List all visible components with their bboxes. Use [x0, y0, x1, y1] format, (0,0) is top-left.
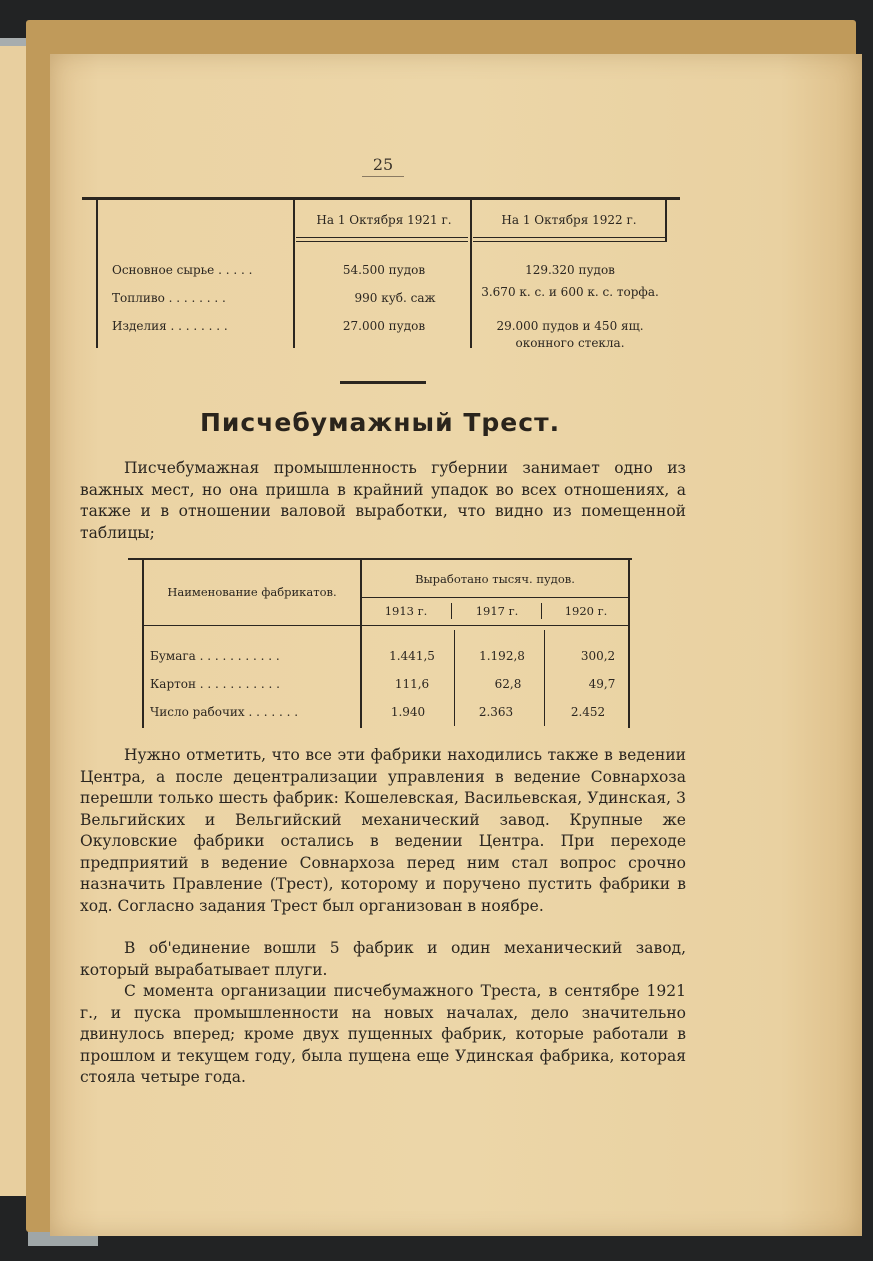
table-1-header-1921: На 1 Октября 1921 г.	[316, 213, 452, 227]
table-2-header-group: Выработано тысяч. пудов.	[415, 572, 575, 586]
table-2-header-year: 1920 г.	[564, 604, 608, 618]
table-2-cell: 1.192,8	[479, 649, 525, 663]
body-paragraph-text: Нужно отметить, что все эти фабрики находились также в ведении Центра, а после децентрализации управления в ведение Совнархоза перешли только шесть фабрик: Кошелевская, Васильевская, Удинская, 3 Вельгийских и Вельгийский механический завод. Крупные же Окуловские фабрики остались в ведении Центра. При переходе предприятий в ведение Совнархоза перед ним стал вопрос срочно назначить Правление (Трест), которому и поручено пустить фабрики в ход. Согласно задания Трест был организован в ноябре.	[80, 746, 686, 915]
body-paragraph-text: С момента организации писчебумажного Треста, в сентябре 1921 г., и пуска промышленности на новых началах, дело значительно двинулось вперед; кроме двух пущенных фабрик, которые работали в прошлом и текущем году, была пущена еще Удинская фабрика, которая стояла четыре года.	[80, 982, 686, 1086]
table-1-cell: 27.000 пудов	[342, 319, 426, 333]
table-2-left-border	[142, 560, 144, 728]
table-1-right-border	[665, 200, 667, 242]
table-2-cell: 300,2	[580, 649, 616, 663]
table-2-header-rule	[144, 625, 360, 626]
table-2-row-label: Бумага . . . . . . . . . . .	[150, 649, 280, 663]
table-2-column-divider	[454, 630, 455, 726]
table-2-header-rule	[362, 625, 628, 626]
table-2-top-rule	[128, 558, 632, 560]
table-1-left-border	[96, 200, 98, 348]
table-2-cell: 49,7	[588, 677, 616, 691]
body-paragraph-text: В об'единение вошли 5 фабрик и один механический завод, который вырабатывает плуги.	[80, 939, 686, 979]
table-1-cell: 129.320 пудов	[525, 263, 615, 277]
section-divider	[340, 381, 426, 384]
table-1-cell: 3.670 к. с. и 600 к. с. торфа.	[481, 285, 659, 299]
page-number: 25	[372, 155, 394, 174]
table-2-cell: 1.940	[390, 705, 426, 719]
table-2-cell: 1.441,5	[389, 649, 435, 663]
table-1-column-divider	[293, 200, 295, 348]
table-1-row-label: Основное сырье . . . . .	[112, 263, 253, 277]
table-2-year-divider	[451, 603, 452, 619]
table-2-cell: 2.363	[478, 705, 514, 719]
table-2-cell: 62,8	[494, 677, 522, 691]
table-2-cell: 111,6	[394, 677, 430, 691]
table-1-top-rule	[82, 197, 680, 200]
table-2-cell: 2.452	[570, 705, 606, 719]
table-2-row-label: Картон . . . . . . . . . . .	[150, 677, 280, 691]
intro-paragraph-text: Писчебумажная промышленность губернии занимает одно из важных мест, но она пришла в крайний упадок во всех отношениях, а также и в отношении валовой выработки, что видно из помещенной таблицы;	[80, 459, 686, 542]
section-heading: Писчебумажный Трест.	[199, 408, 561, 437]
table-2-right-border	[628, 560, 630, 728]
table-1-cell: 29.000 пудов и 450 ящ. оконного стекла.	[496, 319, 644, 350]
table-1-row-label: Изделия . . . . . . . .	[112, 319, 228, 333]
table-1-row-label: Топливо . . . . . . . .	[112, 291, 226, 305]
table-1-cell: 990 куб. саж	[354, 291, 436, 305]
table-2-header-year: 1913 г.	[384, 604, 428, 618]
table-1-header-1922: На 1 Октября 1922 г.	[501, 213, 637, 227]
table-2-row-label: Число рабочих . . . . . . .	[150, 705, 299, 719]
table-2-header-year: 1917 г.	[475, 604, 519, 618]
body-paragraph	[80, 745, 686, 917]
body-paragraph	[80, 938, 686, 981]
table-1-header-rule	[473, 237, 665, 242]
intro-paragraph	[80, 458, 686, 544]
table-2-year-divider	[541, 603, 542, 619]
table-1-column-divider	[470, 200, 472, 348]
page-number-rule	[362, 176, 404, 177]
table-2-header-name: Наименование фабрикатов.	[167, 585, 337, 599]
body-paragraph	[80, 981, 686, 1089]
table-1-header-rule	[296, 237, 468, 242]
table-2-group-rule	[362, 597, 628, 598]
table-1-cell: 54.500 пудов	[342, 263, 426, 277]
